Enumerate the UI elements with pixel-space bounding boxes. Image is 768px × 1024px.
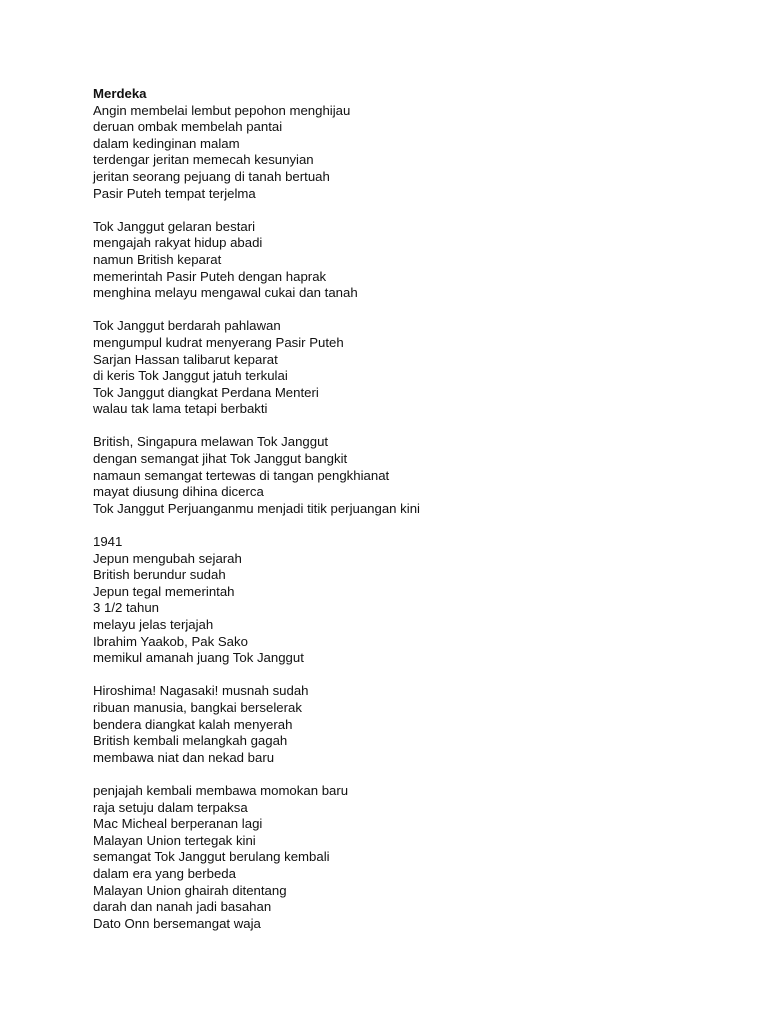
poem-line: Tok Janggut Perjuanganmu menjadi titik perjuangan kini — [93, 500, 420, 516]
poem-line: Mac Micheal berperanan lagi — [93, 816, 263, 832]
poem-line: Tok Janggut diangkat Perdana Menteri — [93, 384, 319, 400]
poem-stanza — [93, 103, 733, 203]
poem-line: dalam era yang berbeda — [93, 865, 236, 881]
poem-line: dalam kedinginan malam — [93, 135, 240, 151]
poem-title: Merdeka — [93, 86, 147, 101]
poem-stanza — [93, 783, 733, 932]
poem-line: Angin membelai lembut pepohon menghijau — [93, 102, 351, 118]
poem-line: bendera diangkat kalah menyerah — [93, 716, 293, 732]
poem-line: British, Singapura melawan Tok Janggut — [93, 434, 329, 450]
poem-line: memikul amanah juang Tok Janggut — [93, 650, 304, 666]
poem-line: penjajah kembali membawa momokan baru — [93, 782, 349, 798]
poem-line: darah dan nanah jadi basahan — [93, 899, 272, 915]
poem-line: 3 1/2 tahun — [93, 600, 159, 616]
poem-stanza — [93, 683, 733, 766]
poem-line: raja setuju dalam terpaksa — [93, 799, 248, 815]
poem-line: jeritan seorang pejuang di tanah bertuah — [93, 168, 330, 184]
poem-line: namun British keparat — [93, 251, 222, 267]
poem-line: walau tak lama tetapi berbakti — [93, 401, 268, 417]
poem-stanza — [93, 534, 733, 667]
poem-line: mengumpul kudrat menyerang Pasir Puteh — [93, 334, 344, 350]
poem-line: mayat diusung dihina dicerca — [93, 484, 264, 500]
poem-line: Tok Janggut berdarah pahlawan — [93, 318, 281, 334]
poem-line: Malayan Union ghairah ditentang — [93, 882, 287, 898]
poem-line: Pasir Puteh tempat terjelma — [93, 185, 256, 201]
poem-line: memerintah Pasir Puteh dengan haprak — [93, 268, 327, 284]
poem-line: 1941 — [93, 534, 123, 550]
poem-document — [93, 86, 733, 932]
poem-stanza — [93, 434, 733, 517]
poem-line: Tok Janggut gelaran bestari — [93, 218, 256, 234]
poem-line: British kembali melangkah gagah — [93, 733, 288, 749]
poem-stanza — [93, 219, 733, 302]
poem-line: di keris Tok Janggut jatuh terkulai — [93, 368, 288, 384]
poem-line: Jepun mengubah sejarah — [93, 550, 242, 566]
poem-line: semangat Tok Janggut berulang kembali — [93, 849, 330, 865]
poem-line: dengan semangat jihat Tok Janggut bangkit — [93, 451, 348, 467]
poem-line: Dato Onn bersemangat waja — [93, 915, 261, 931]
poem-line: Ibrahim Yaakob, Pak Sako — [93, 633, 248, 649]
poem-line: deruan ombak membelah pantai — [93, 119, 283, 135]
poem-line: terdengar jeritan memecah kesunyian — [93, 152, 314, 168]
poem-line: menghina melayu mengawal cukai dan tanah — [93, 285, 358, 301]
poem-line: melayu jelas terjajah — [93, 617, 214, 632]
poem-line: Hiroshima! Nagasaki! musnah sudah — [93, 683, 309, 699]
poem-line: ribuan manusia, bangkai berselerak — [93, 699, 302, 715]
poem-line: namaun semangat tertewas di tangan pengkhianat — [93, 467, 390, 483]
poem-line: British berundur sudah — [93, 567, 226, 583]
poem-line: mengajah rakyat hidup abadi — [93, 235, 263, 251]
poem-stanza — [93, 318, 733, 418]
poem-line: Sarjan Hassan talibarut keparat — [93, 351, 278, 367]
poem-line: Malayan Union tertegak kini — [93, 832, 256, 848]
poem-body — [93, 103, 733, 933]
poem-line: membawa niat dan nekad baru — [93, 749, 275, 765]
poem-line: Jepun tegal memerintah — [93, 583, 235, 599]
